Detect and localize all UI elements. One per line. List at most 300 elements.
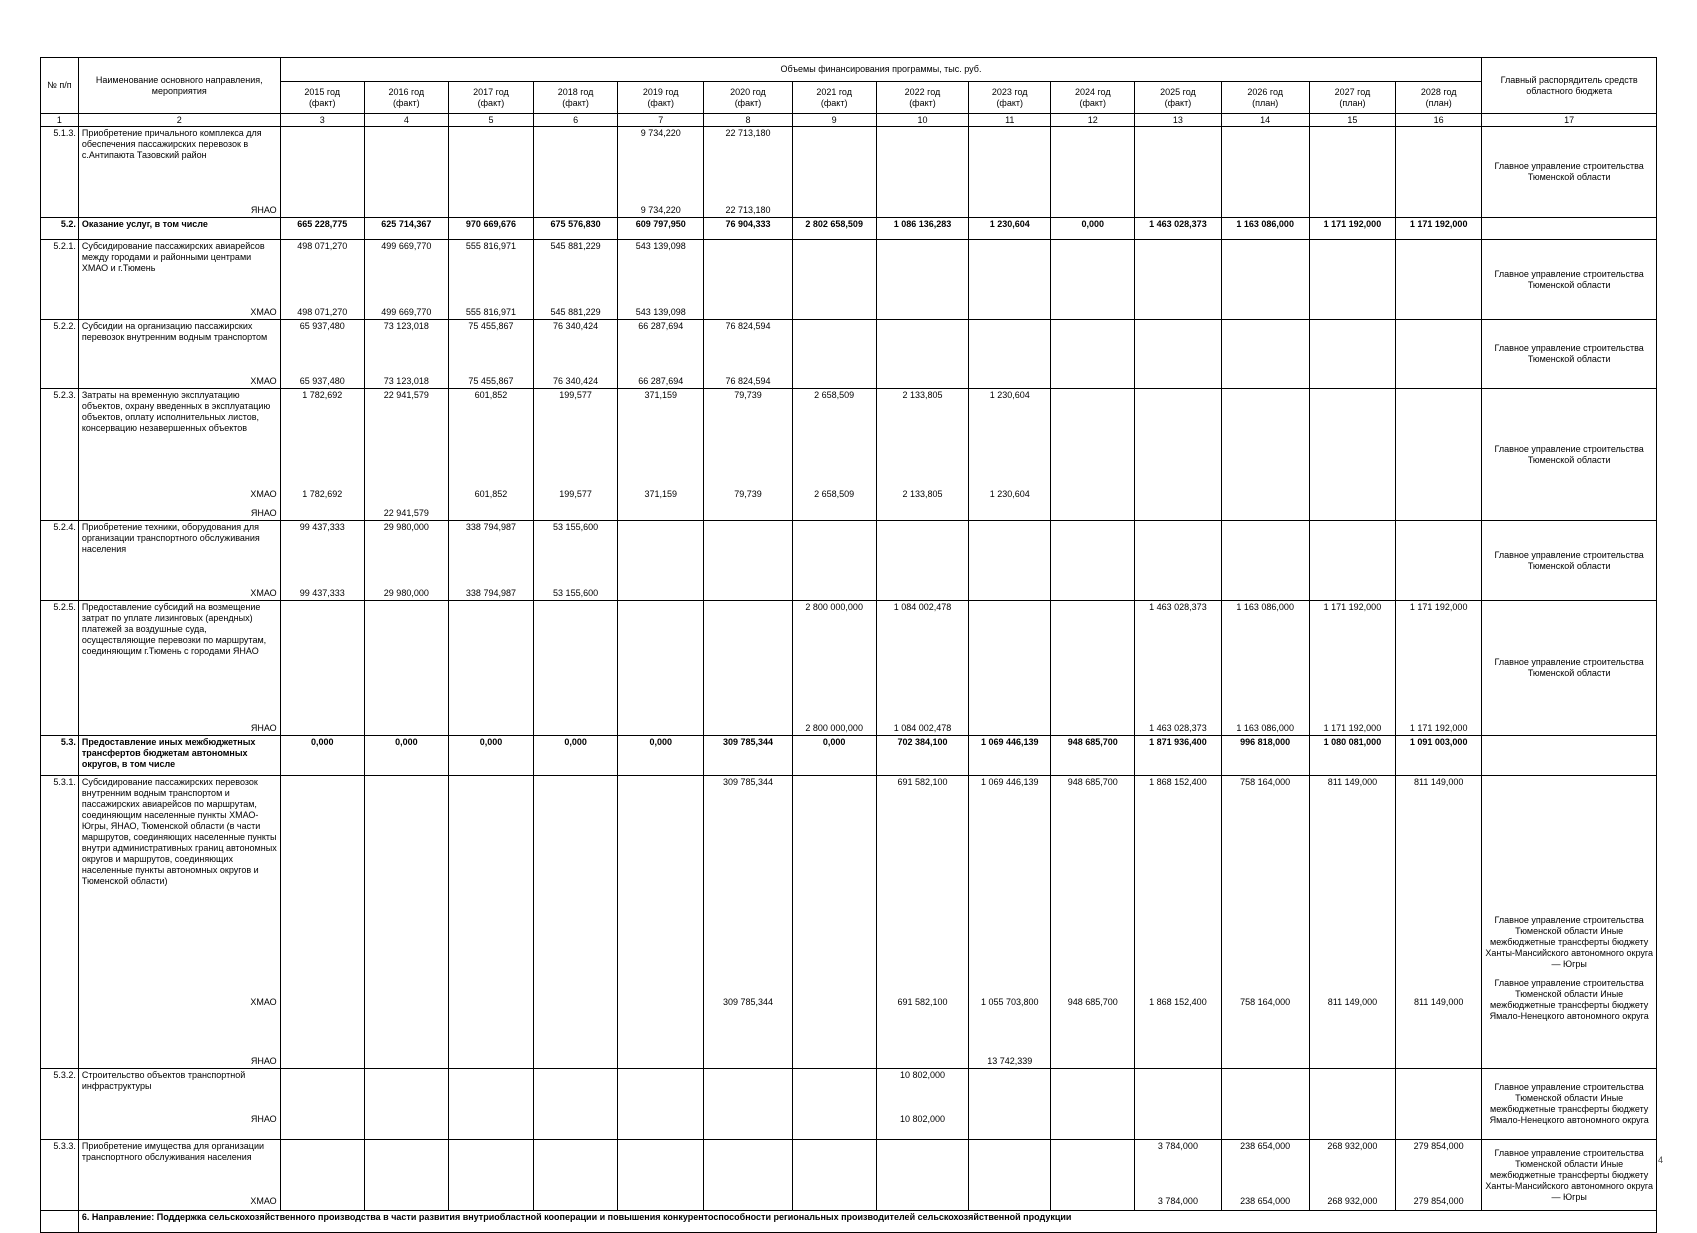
value-region: 2 800 000,000 [805,723,863,733]
distributor-cell [1482,320,1657,389]
value-total: 99 437,333 [299,522,345,532]
value-cell [1135,127,1221,218]
value-cell [534,127,618,218]
value-cell [704,776,792,1069]
row-number: 5.3.2. [41,1069,79,1140]
value-cell [1396,736,1482,776]
header-col-number: 13 [1135,114,1221,127]
table-row [41,320,1657,389]
value-cell [448,736,533,776]
header-year-type: (факт) [1164,97,1192,108]
value-region: 76 340,424 [553,376,599,386]
value-total: 2 658,509 [814,390,855,400]
row-sub-region: ЯНАО [250,1056,277,1066]
value-cell [618,736,704,776]
table-row [41,521,1657,601]
header-year-label: 2024 год [1074,86,1111,97]
value-cell [534,736,618,776]
document-sheet [40,57,1657,1233]
value-total: 22 713,180 [725,128,771,138]
value-total: 199,577 [559,390,592,400]
header-year-3 [534,82,618,114]
value-total: 811 149,000 [1413,777,1464,787]
value-cell [969,601,1051,736]
value-region [1225,1056,1306,1067]
value-cell [876,127,969,218]
value-region: 199,577 [559,489,592,499]
value-total: 76 824,594 [725,321,771,331]
value-cell [1051,776,1135,1069]
value-cell [1051,127,1135,218]
value-cell [364,240,448,320]
row-name-cell [78,736,280,776]
header-year-type: (факт) [909,97,936,108]
header-year-label: 2023 год [991,86,1028,97]
value-cell [1309,521,1395,601]
value-total: 371,159 [644,390,677,400]
value-region [1399,1056,1478,1067]
value-cell [1221,320,1309,389]
value-region: 2 133,805 [902,489,943,499]
header-year-label: 2016 год [388,86,425,97]
row-sub-region: ХМАО [250,588,277,598]
value-cell [1221,601,1309,736]
value-cell [534,240,618,320]
header-year-label: 2015 год [304,86,341,97]
value-cell [969,218,1051,240]
header-year-label: 2019 год [642,86,679,97]
value-total: 10 802,000 [899,1070,945,1080]
value-total: 675 576,830 [550,219,601,229]
value-cell [1396,601,1482,736]
value-cell [280,389,364,521]
value-cell [618,1069,704,1140]
value-region: 268 932,000 [1327,1196,1378,1206]
value-region: 811 149,000 [1413,997,1464,1007]
table-row [41,736,1657,776]
value-region: 53 155,600 [553,588,599,598]
value-cell [876,218,969,240]
value-cell [364,320,448,389]
row-name: Субсидии на организацию пассажирских перевозок внутренним водным транспортом [81,321,268,342]
value-total: 2 800 000,000 [805,602,863,612]
row-name-cell [78,776,280,1069]
row-number: 5.3. [41,736,79,776]
distributor-cell [1482,736,1657,776]
value-cell [1221,1069,1309,1140]
row-name-cell [78,320,280,389]
value-total: 1 069 446,139 [980,777,1039,787]
value-cell [792,389,876,521]
row-name: Приобретение техники, оборудования для организации транспортного обслуживания населения [81,522,260,554]
value-total: 2 802 658,509 [805,219,863,229]
value-cell [1221,776,1309,1069]
table-row [41,127,1657,218]
value-cell [1221,736,1309,776]
header-year-2 [448,82,533,114]
value-total: 1 084 002,478 [893,602,952,612]
value-total: 555 816,971 [465,241,516,251]
row-number: 5.1.3. [41,127,79,218]
distributor-name: Главное управление строительства Тюменской области [1494,657,1644,678]
value-total: 1 163 086,000 [1236,219,1294,229]
header-year-1 [364,82,448,114]
value-cell [448,521,533,601]
value-cell [280,320,364,389]
value-total: 79,739 [734,390,762,400]
row-number: 5.2.2. [41,320,79,389]
value-region: 691 582,100 [897,997,948,1007]
value-cell [364,521,448,601]
header-year-9 [1051,82,1135,114]
value-region: 543 139,098 [635,307,686,317]
value-cell [1135,389,1221,521]
value-total: 279 854,000 [1413,1141,1464,1151]
value-total: 0,000 [310,737,334,747]
value-region [452,508,530,519]
distributor-name: Главное управление строительства Тюменской области [1494,268,1644,290]
value-total: 948 685,700 [1067,777,1118,787]
header-col-number: 6 [534,114,618,127]
value-total: 1 171 192,000 [1409,219,1468,229]
value-total: 268 932,000 [1327,1141,1378,1151]
value-cell [1396,127,1482,218]
value-cell [876,521,969,601]
value-cell [1135,218,1221,240]
header-year-label: 2018 год [557,86,594,97]
table-row [41,389,1657,521]
value-region [1313,1056,1392,1067]
value-cell [704,521,792,601]
section-6-title: 6. Направление: Поддержка сельскохозяйственного производства в части развития внутриобластной кооперации и повышения конкурентоспособности региональных производителей сельскохозяйственной продукции [78,1211,1656,1233]
value-cell [534,521,618,601]
value-cell [704,127,792,218]
value-region: 1 171 192,000 [1323,723,1382,733]
value-region [1054,1056,1131,1067]
row-name: Приобретение имущества для организации транспортного обслуживания населения [81,1141,264,1162]
value-total: 543 139,098 [635,241,686,251]
value-cell [618,218,704,240]
distributor-cell [1482,127,1657,218]
value-cell [1396,521,1482,601]
header-year-type: (факт) [996,97,1024,108]
header-year-0 [280,82,364,114]
header-col-number: 11 [969,114,1051,127]
table-row [41,1069,1657,1140]
value-region: 1 163 086,000 [1236,723,1294,733]
value-total: 996 818,000 [1240,737,1291,747]
header-col-number: 16 [1396,114,1482,127]
row-sub-region: ЯНАО [250,1114,277,1124]
value-cell [1051,240,1135,320]
header-col-number: 1 [41,114,79,127]
distributor-cell [1482,389,1657,521]
value-region: 279 854,000 [1413,1196,1464,1206]
header-col-no: № п/п [41,58,79,114]
distributor-cell [1482,521,1657,601]
value-region: 555 816,971 [465,307,516,317]
row-number: 5.2.5. [41,601,79,736]
value-cell [364,218,448,240]
value-cell [280,776,364,1069]
header-year-label: 2025 год [1160,86,1196,97]
value-cell [1135,601,1221,736]
value-total: 1 463 028,373 [1149,602,1207,612]
value-cell [876,1069,969,1140]
value-cell [280,218,364,240]
table-row [41,601,1657,736]
value-cell [280,127,364,218]
value-region: 3 784,000 [1157,1196,1198,1206]
value-cell [1309,1069,1395,1140]
value-cell [1051,389,1135,521]
value-cell [1135,1069,1221,1140]
value-region: 9 734,220 [640,205,681,215]
value-cell [876,240,969,320]
distributor-cell [1482,240,1657,320]
value-region: 29 980,000 [383,588,429,598]
value-region [537,508,614,519]
row-name: Предоставление иных межбюджетных трансфертов бюджетам автономных округов, в том числе [81,737,256,769]
row-name-cell [78,240,280,320]
value-cell [448,776,533,1069]
value-region [880,508,966,519]
value-total: 702 384,100 [897,737,948,747]
value-cell [704,736,792,776]
value-region: 498 071,270 [297,307,348,317]
row-sub-region: ЯНАО [250,508,277,518]
distributor-name: Главное управление строительства Тюменской области [1494,161,1644,182]
value-cell [448,240,533,320]
value-region: 338 794,987 [465,588,516,598]
value-cell [792,601,876,736]
distributor-cell [1482,776,1657,1069]
value-total: 65 937,480 [299,321,345,331]
value-cell [364,601,448,736]
value-cell [280,1069,364,1140]
value-cell [534,1069,618,1140]
value-cell [448,127,533,218]
header-year-label: 2022 год [904,86,941,97]
table-body [41,127,1657,1233]
row-name-cell [78,1069,280,1140]
header-year-type: (факт) [308,97,336,108]
header-year-label: 2020 год [730,86,766,97]
value-total: 665 228,775 [297,219,348,229]
value-total: 1 171 192,000 [1409,602,1468,612]
value-region: 22 941,579 [383,508,429,518]
value-cell [1309,736,1395,776]
page-number: 4 [1658,1155,1664,1165]
value-total: 609 797,950 [635,219,686,229]
distributor-cell [1482,1069,1657,1140]
header-year-label: 2028 год [1420,86,1457,97]
value-total: 1 230,604 [989,390,1030,400]
value-region: 1 782,692 [302,489,343,499]
value-cell [618,521,704,601]
header-col-name: Наименование основного направления, мероприятия [78,58,280,114]
header-col-number: 8 [704,114,792,127]
header-year-11 [1221,82,1309,114]
value-total: 76 904,333 [725,219,771,229]
value-cell [1309,240,1395,320]
value-total: 545 881,229 [550,241,601,251]
value-total: 1 080 081,000 [1323,737,1382,747]
value-region: 1 463 028,373 [1149,723,1207,733]
value-region: 948 685,700 [1067,997,1118,1007]
row-sub-region: ЯНАО [250,723,277,733]
value-region [1138,1056,1217,1067]
value-region [972,508,1047,519]
row-sub-region: ХМАО [250,1196,277,1206]
header-year-10 [1135,82,1221,114]
value-region [621,508,700,519]
header-col-number: 9 [792,114,876,127]
row-name: Субсидирование пассажирских перевозок внутренним водным транспортом и пассажирских авиарейсов по маршрутам, соединяющим населенные пункты ХМАО-Югры, ЯНАО, Тюменской области (в части маршрутов, соединяющих населенные пункты внутри административных границ автономных округов и маршрутов, соединяющих населенные пункты автономных округов и Тюменской области) [81,777,277,886]
value-total: 0,000 [649,737,672,747]
value-cell [534,218,618,240]
value-region [880,1056,966,1067]
value-total: 76 340,424 [553,321,599,331]
value-region: 75 455,867 [468,376,514,386]
value-cell [1309,127,1395,218]
value-total: 691 582,100 [897,777,948,787]
value-cell [364,389,448,521]
header-year-5 [704,82,792,114]
value-cell [704,601,792,736]
value-total: 9 734,220 [640,128,681,138]
value-cell [792,736,876,776]
row-number: 5.2.3. [41,389,79,521]
value-cell [876,389,969,521]
value-total: 66 287,694 [638,321,684,331]
value-total: 0,000 [564,737,587,747]
value-total: 811 149,000 [1327,777,1378,787]
value-cell [969,389,1051,521]
section-6-spacer [41,1211,79,1233]
value-cell [364,736,448,776]
value-total: 625 714,367 [381,219,432,229]
value-cell [1051,1069,1135,1140]
value-cell [876,320,969,389]
value-cell [1309,601,1395,736]
value-cell [534,601,618,736]
value-cell [618,320,704,389]
value-region: 1 230,604 [989,489,1030,499]
header-year-type: (план) [1252,97,1279,108]
header-col-number: 4 [364,114,448,127]
value-cell [1051,601,1135,736]
row-name-cell [78,389,280,521]
value-cell [1221,127,1309,218]
row-name: Затраты на временную эксплуатацию объектов, охрану введенных в эксплуатацию объектов, оплату исполнительных листов, консервацию незавершенных объектов [81,390,271,433]
row-number: 5.2. [41,218,79,240]
value-cell [618,240,704,320]
value-total: 0,000 [822,737,846,747]
value-cell [969,127,1051,218]
value-cell [280,521,364,601]
value-cell [1221,240,1309,320]
value-cell [618,776,704,1069]
value-region: 13 742,339 [987,1056,1033,1066]
value-cell [792,218,876,240]
header-year-6 [792,82,876,114]
value-region: 371,159 [644,489,677,499]
value-cell [1135,776,1221,1069]
header-year-4 [618,82,704,114]
header-year-label: 2026 год [1247,86,1284,97]
value-region [707,508,788,519]
value-total: 238 654,000 [1240,1141,1291,1151]
row-number: 5.2.1. [41,240,79,320]
header-year-8 [969,82,1051,114]
header-col-number: 15 [1309,114,1395,127]
value-total: 499 669,770 [381,241,432,251]
header-year-type: (план) [1339,97,1366,108]
row-number: 5.3.1. [41,776,79,1069]
value-total: 0,000 [395,737,418,747]
value-region: 238 654,000 [1240,1196,1291,1206]
value-cell [969,521,1051,601]
value-cell [1309,218,1395,240]
value-total: 1 171 192,000 [1323,602,1382,612]
header-year-12 [1309,82,1395,114]
distributor-name: Главное управление строительства Тюменской области Иные межбюджетные трансферты бюджету Ямало-Ненецкого автономного округа [1489,978,1649,1021]
value-total: 0,000 [1081,219,1105,229]
value-cell [1221,389,1309,521]
value-cell [364,1069,448,1140]
value-region: 76 824,594 [725,376,771,386]
row-name: Строительство объектов транспортной инфраструктуры [81,1070,246,1091]
value-total: 1 091 003,000 [1409,737,1468,747]
value-total: 1 871 936,400 [1149,737,1207,747]
value-cell [1396,1069,1482,1140]
value-total: 29 980,000 [383,522,429,532]
value-cell [1051,218,1135,240]
value-cell [1309,776,1395,1069]
value-cell [618,601,704,736]
value-cell [1396,776,1482,1069]
value-total: 2 133,805 [902,390,943,400]
value-cell [364,776,448,1069]
header-col-number: 10 [876,114,969,127]
funding-table [40,57,1657,1233]
value-cell [1051,736,1135,776]
row-name-cell [78,218,280,240]
distributor-name: Главное управление строительства Тюменской области [1494,443,1644,465]
value-region [284,508,361,519]
value-cell [534,389,618,521]
value-cell [364,127,448,218]
section-6-row [41,1211,1657,1233]
value-total: 1 782,692 [302,390,343,400]
header-year-type: (факт) [393,97,420,108]
value-cell [1135,240,1221,320]
row-sub-region: ХМАО [250,307,277,317]
value-cell [792,521,876,601]
value-total: 1 463 028,373 [1149,219,1207,229]
value-total: 948 685,700 [1067,737,1118,747]
distributor-name: Главное управление строительства Тюменской области Иные межбюджетные трансферты бюджету Ханты-Мансийского автономного округа — Югры [1485,1147,1653,1202]
value-region: 10 802,000 [899,1114,945,1124]
table-row [41,776,1657,1069]
header-year-type: (факт) [734,97,762,108]
header-col-number: 5 [448,114,533,127]
value-total: 1 163 086,000 [1236,602,1294,612]
value-cell [448,601,533,736]
distributor-cell [1482,601,1657,736]
header-year-label: 2027 год [1334,86,1371,97]
